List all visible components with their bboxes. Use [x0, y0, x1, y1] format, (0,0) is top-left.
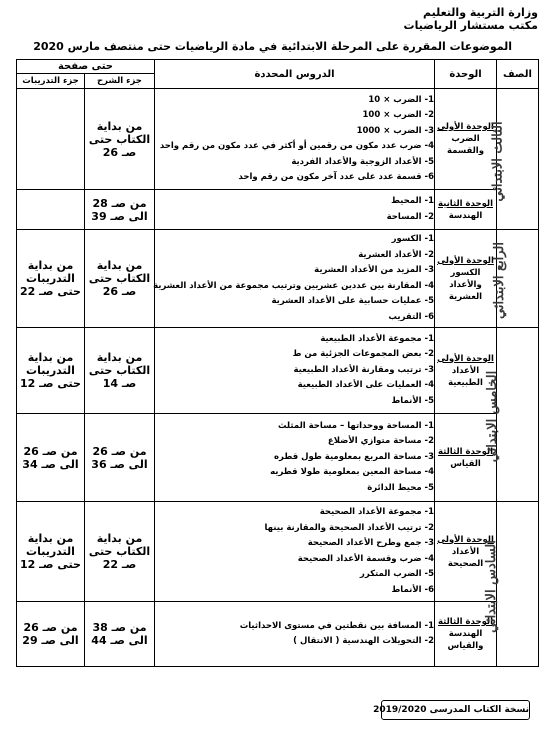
- lesson-item: 5- الضرب المتكرر: [359, 569, 434, 579]
- lesson-item: 1- مجموعة الأعداد الصحيحة: [319, 507, 434, 517]
- lesson-item: 3- جمع وطرح الأعداد الصحيحة: [307, 538, 434, 548]
- lessons-cell: [155, 602, 435, 667]
- grade-cell: الثالث الابتدائي: [497, 89, 539, 230]
- exercises-part-header: جزء التدريبات: [17, 74, 85, 89]
- lesson-item: 3- مساحة المربع بمعلومية طول قطره: [274, 451, 434, 462]
- grade-cell: السادس الابتدائي: [497, 502, 539, 667]
- table-row: [17, 89, 539, 190]
- table-row: [17, 230, 539, 328]
- lesson-item: 1- الكسور: [391, 234, 434, 244]
- unit-cell: الوحدة الأولى الكسور والأعداد العشرية: [435, 230, 497, 328]
- book-edition-note: نسخة الكتاب المدرسى 2019/2020: [381, 700, 530, 720]
- unit-cell: الوحدة الأولى الضرب والقسمة: [435, 89, 497, 190]
- lesson-item: 4- مساحة المعين بمعلومية طولا قطريه: [270, 467, 434, 478]
- table-row: [17, 602, 539, 667]
- lesson-item: 4- المقارنة بين عددين عشريين وترتيب مجموعة من الأعداد العشرية: [153, 280, 434, 291]
- lesson-item: 6- الأنماط: [391, 584, 434, 595]
- lesson-item: 2- بعض المجموعات الجزئية من ط: [292, 349, 434, 360]
- table-row: [17, 328, 539, 414]
- lesson-item: 6- قسمة عدد على عدد آخر مكون من رقم واحد: [238, 172, 434, 182]
- lesson-item: 5- محيط الدائرة: [367, 482, 434, 493]
- lesson-item: 3- المزيد من الأعداد العشرية: [314, 265, 434, 275]
- explanation-part-header: جزء الشرح: [85, 74, 155, 89]
- exercise-pages: من بداية التدريبات حتى صـ 12: [17, 328, 85, 414]
- grade-column-header: الصف: [497, 60, 539, 89]
- lesson-item: 4- العمليات على الأعداد الطبيعية: [297, 380, 434, 391]
- grade-cell: الخامس الابتدائي: [497, 328, 539, 502]
- exercise-pages: [17, 190, 85, 230]
- lesson-item: 2- ترتيب الأعداد الصحيحة والمقارنة بينها: [264, 522, 434, 533]
- lesson-item: 3- الضرب × 1000: [356, 125, 434, 136]
- lesson-item: 1- المساحة ووحداتها – مساحة المثلث: [277, 420, 434, 431]
- lesson-item: 5- الأعداد الزوجية والأعداد الفردية: [291, 156, 434, 167]
- lesson-item: 5- الأنماط: [391, 395, 434, 406]
- exercise-pages: من بداية التدريبات حتى صـ 22: [17, 230, 85, 328]
- unit-column-header: الوحدة: [435, 60, 497, 89]
- lesson-item: 4- ضرب وقسمة الأعداد الصحيحة: [297, 553, 434, 564]
- lesson-item: 2- التحويلات الهندسية ( الانتقال ): [293, 636, 434, 646]
- lesson-item: 1- المسافة بين نقطتين في مستوى الاحداثيات: [239, 620, 434, 631]
- exercise-pages: [17, 89, 85, 190]
- page-title: الموضوعات المقررة على المرحلة الابتدائية في مادة الرياضيات حتى منتصف مارس 2020: [33, 40, 512, 53]
- explanation-pages: من بداية الكتاب حتى صـ 14: [85, 328, 155, 414]
- lessons-cell: [155, 414, 435, 502]
- explanation-pages: من بداية الكتاب حتى صـ 26: [85, 89, 155, 190]
- unit-cell: الوحدة الثالثة الهندسة والقياس: [435, 602, 497, 667]
- office-name: مكتب مستشار الرياضيات: [403, 19, 538, 32]
- lessons-cell: [155, 89, 435, 190]
- lesson-item: 4- ضرب عدد مكون من رقمين أو أكثر في عدد مكون من رقم واحد: [159, 141, 434, 151]
- grade-cell: الرابع الابتدائي: [497, 230, 539, 328]
- unit-cell: الوحدة الأولى الأعداد الطبيعية: [435, 328, 497, 414]
- until-page-header: حتى صفحة: [17, 60, 155, 74]
- lessons-cell: [155, 190, 435, 230]
- exercise-pages: من صـ 26 الى صـ 34: [17, 414, 85, 502]
- unit-cell: الوحدة الثالثة القياس: [435, 414, 497, 502]
- lessons-cell: [155, 328, 435, 414]
- lesson-item: 6- التقريب: [388, 311, 434, 322]
- lesson-item: 1- الضرب × 10: [368, 94, 434, 105]
- exercise-pages: من صـ 26 الى صـ 29: [17, 602, 85, 667]
- unit-cell: الوحدة الأولى الأعداد الصحيحة: [435, 502, 497, 602]
- table-row: [17, 190, 539, 230]
- explanation-pages: من بداية الكتاب حتى صـ 26: [85, 230, 155, 328]
- lesson-item: 1- المحيط: [391, 196, 434, 206]
- curriculum-table: [16, 59, 539, 667]
- lesson-item: 2- الأعداد العشرية: [358, 249, 434, 260]
- lessons-cell: [155, 502, 435, 602]
- lessons-cell: [155, 230, 435, 328]
- lesson-item: 2- الضرب × 100: [362, 110, 434, 120]
- explanation-pages: من صـ 38 الى صـ 44: [85, 602, 155, 667]
- lesson-item: 1- مجموعة الأعداد الطبيعية: [320, 333, 434, 344]
- lessons-column-header: الدروس المحددة: [155, 60, 435, 89]
- explanation-pages: من صـ 28 الى صـ 39: [85, 190, 155, 230]
- lesson-item: 5- عمليات حسابية على الأعداد العشرية: [271, 296, 434, 306]
- exercise-pages: من بداية التدريبات حتى صـ 12: [17, 502, 85, 602]
- table-row: [17, 502, 539, 602]
- ministry-name: وزارة التربية والتعليم: [423, 6, 538, 19]
- lesson-item: 2- المساحة: [386, 211, 434, 222]
- table-row: [17, 414, 539, 502]
- lesson-item: 2- مساحة متوازي الأضلاع: [327, 436, 434, 447]
- unit-cell: الوحدة الثانية الهندسة: [435, 190, 497, 230]
- explanation-pages: من بداية الكتاب حتى صـ 22: [85, 502, 155, 602]
- lesson-item: 3- ترتيب ومقارنة الأعداد الطبيعية: [293, 364, 434, 375]
- explanation-pages: من صـ 26 الى صـ 36: [85, 414, 155, 502]
